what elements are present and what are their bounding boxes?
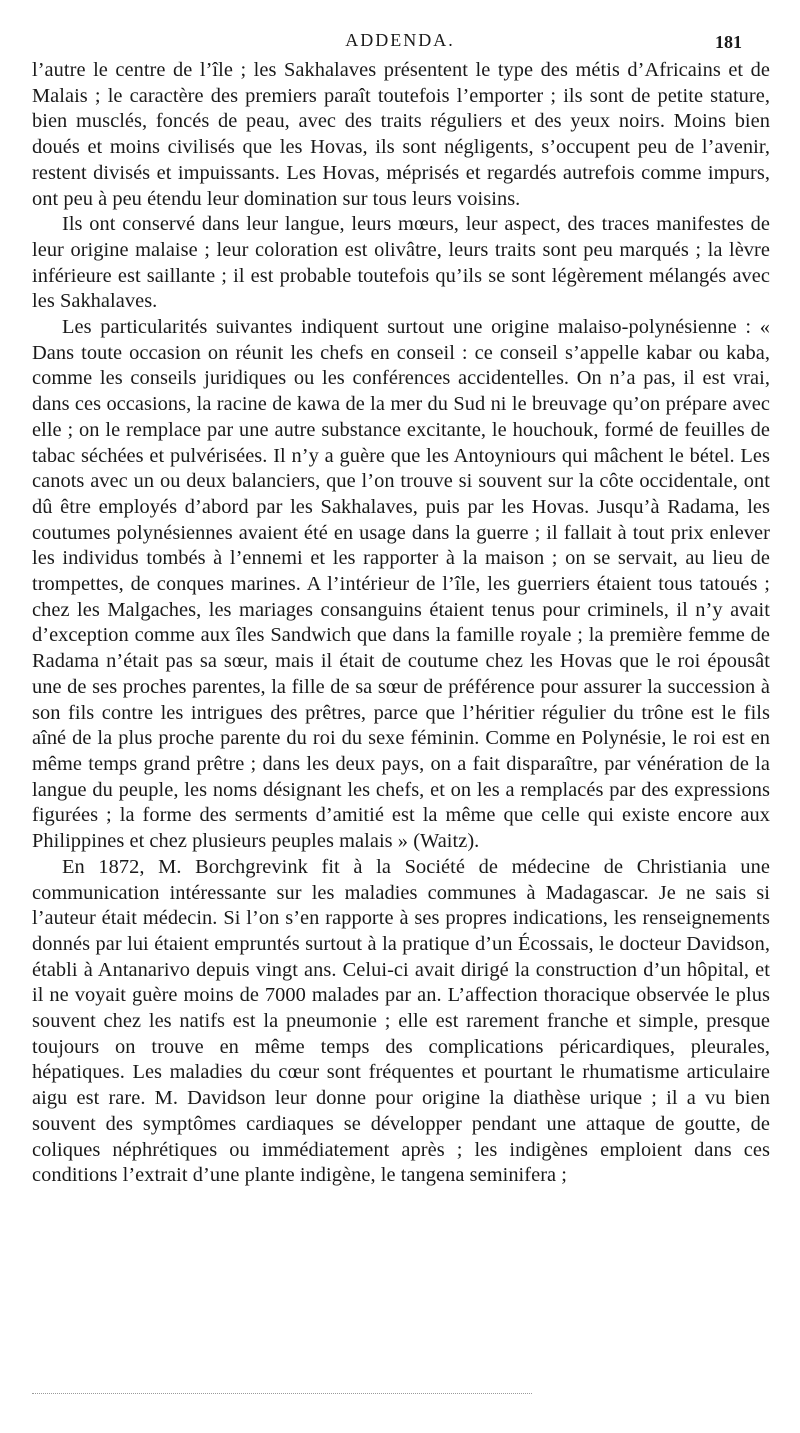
body-text	[32, 58, 770, 1189]
paragraph-borchgrevink: En 1872, M. Borchgrevink fit à la Société de médecine de Christiania une communication intéressante sur les maladies communes à Madagascar. Je ne sais si l’auteur était médecin. Si l’on s’en rapporte à ses propres indications, les renseignements donnés par lui étaient empruntés surtout à la pratique d’un Écossais, le docteur Davidson, établi à Antanarivo depuis vingt ans. Celui-ci avait dirigé la construction d’un hôpital, et il ne voyait guère moins de 7000 malades par an. L’affection thoracique observée le plus souvent chez les natifs est la pneumonie ; elle est rarement franche et simple, presque toujours on trouve en même temps des complications péricardiques, pleurales, hépatiques. Les maladies du cœur sont fréquentes et pourtant le rhumatisme articulaire aigu est rare. M. Davidson leur donne pour origine la diathèse urique ; il a vu bien souvent des symptômes cardiaques se développer pendant une attaque de goutte, de coliques néphrétiques ou immédiatement après ; les indigènes emploient dans ces conditions l’extrait d’une plante indigène, le tangena seminifera ;	[32, 855, 770, 1187]
page-number: 181	[715, 32, 742, 52]
running-header	[0, 30, 800, 56]
running-title: ADDENDA.	[345, 30, 455, 50]
footer-rule	[32, 1393, 532, 1394]
paragraph-continuation: l’autre le centre de l’île ; les Sakhalaves présentent le type des métis d’Africains et de Malais ; le caractère des premiers paraît toutefois l’emporter ; ils sont de petite stature, bien musclés, foncés de peau, avec des traits réguliers et des yeux noirs. Moins bien doués et moins civilisés que les Hovas, ils sont négligents, s’occupent peu de l’avenir, restent divisés et impuissants. Les Hovas, méprisés et regardés autrefois comme impurs, ont peu à peu étendu leur domination sur tous leurs voisins.	[32, 59, 770, 210]
paragraph-hovas: Ils ont conservé dans leur langue, leurs mœurs, leur aspect, des traces manifestes de leur origine malaise ; leur coloration est olivâtre, leurs traits sont peu marqués ; la lèvre inférieure est saillante ; il est probable toutefois qu’ils se sont légèrement mélangés avec les Sakhalaves.	[32, 213, 770, 313]
paragraph-particularites: Les particularités suivantes indiquent surtout une origine malaiso-polynésienne : « Dans toute occasion on réunit les chefs en conseil : ce conseil s’appelle kabar ou kaba, comme les conseils juridiques ou les conférences accidentelles. On n’a pas, il est vrai, dans ces occasions, la racine de kawa de la mer du Sud ni le breuvage qu’on prépare avec elle ; on le remplace par une autre substance excitante, le houchouk, formé de feuilles de tabac séchées et pulvérisées. Il n’y a guère que les Antoyniours qui mâchent le bétel. Les canots avec un ou deux balanciers, que l’on trouve si souvent sur la côte occidentale, ont dû être employés d’abord par les Sakhalaves, puis par les Hovas. Jusqu’à Radama, les coutumes polynésiennes avaient été en usage dans la guerre ; il fallait à tout prix enlever les individus tombés à l’ennemi et les rapporter à la maison ; on se servait, au lieu de trompettes, de conques marines. A l’intérieur de l’île, les guerriers étaient tous tatoués ; chez les Malgaches, les mariages consanguins étaient tenus pour criminels, il n’y avait d’exception comme aux îles Sandwich que dans la famille royale ; la première femme de Radama n’était pas sa sœur, mais il était de coutume chez les Hovas que le roi épousât une de ses proches parentes, la fille de sa sœur de préférence pour assurer la succession à son fils contre les intrigues des prêtres, parce que l’héritier régulier du trône est le fils aîné de la plus proche parente du roi du sexe féminin. Comme en Polynésie, le roi est en même temps grand prêtre ; dans les deux pays, on a fait disparaître, par vénération de la langue du peuple, les noms désignant les chefs, et on les a remplacés par des expressions figurées ; la forme des serments d’amitié est la même que celle qui existe encore aux Philippines et chez plusieurs peuples malais » (Waitz).	[32, 316, 770, 853]
